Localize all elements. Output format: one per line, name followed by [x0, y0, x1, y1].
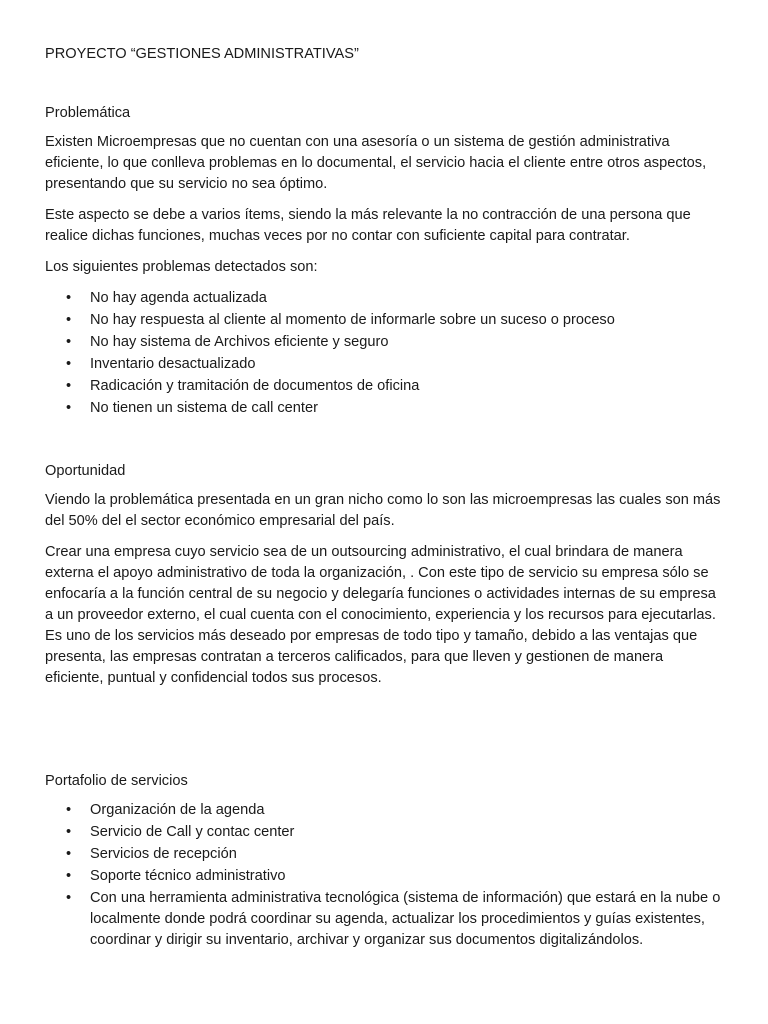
list-item-text: No hay agenda actualizada — [90, 290, 267, 306]
bullet-icon: • — [66, 334, 72, 350]
list-item-text: No tienen un sistema de call center — [90, 400, 318, 416]
section-problematica — [45, 103, 725, 419]
list-item — [45, 354, 725, 375]
bullet-icon: • — [66, 890, 72, 906]
list-item — [45, 844, 725, 865]
list-item — [45, 288, 725, 309]
list-item — [45, 310, 725, 331]
list-item — [45, 398, 725, 419]
list-item-text: Radicación y tramitación de documentos de oficina — [90, 378, 420, 394]
bullet-icon: • — [66, 824, 72, 840]
list-item-text: Soporte técnico administrativo — [90, 868, 286, 884]
list-item-text: No hay respuesta al cliente al momento de informarle sobre un suceso o proceso — [90, 312, 615, 328]
document-title: PROYECTO “GESTIONES ADMINISTRATIVAS” — [45, 46, 359, 62]
section-heading-problematica: Problemática — [45, 105, 131, 121]
list-item-text: Con una herramienta administrativa tecnológica (sistema de información) que estará en la nube o localmente donde podrá coordinar su agenda, actualizar los procedimientos y guías existentes, coordinar y dirigir su inventario, archivar y organizar sus documentos digitalizándolos. — [90, 890, 721, 948]
list-item-text: Inventario desactualizado — [90, 356, 256, 372]
list-item — [45, 376, 725, 397]
document-page — [45, 44, 725, 952]
list-item-text: No hay sistema de Archivos eficiente y seguro — [90, 334, 389, 350]
paragraph: Viendo la problemática presentada en un gran nicho como lo son las microempresas las cuales son más del 50% del el sector económico empresarial del país. — [45, 492, 721, 529]
list-item — [45, 866, 725, 887]
bullet-icon: • — [66, 312, 72, 328]
bullet-icon: • — [66, 846, 72, 862]
paragraph: Crear una empresa cuyo servicio sea de un outsourcing administrativo, el cual brindara de manera externa el apoyo administrativo de toda la organización, . Con este tipo de servicio su empresa sólo se enfocaría a la función central de su negocio y delegaría funciones o actividades internas de su empresa a un proveedor externo, el cual cuenta con el conocimiento, experiencia y los recursos para ejecutarlas. Es uno de los servicios más deseado por empresas de todo tipo y tamaño, debido a las ventajas que presenta, las empresas contratan a terceros calificados, para que lleven y gestionen de manera eficiente, puntual y confidencial todos sus procesos. — [45, 544, 716, 686]
paragraph: Los siguientes problemas detectados son: — [45, 259, 318, 275]
problems-list — [45, 288, 725, 419]
list-item-text: Organización de la agenda — [90, 802, 265, 818]
bullet-icon: • — [66, 802, 72, 818]
list-item — [45, 888, 725, 951]
section-oportunidad — [45, 461, 725, 689]
paragraph: Este aspecto se debe a varios ítems, siendo la más relevante la no contracción de una persona que realice dichas funciones, muchas veces por no contar con suficiente capital para contratar. — [45, 207, 691, 244]
bullet-icon: • — [66, 400, 72, 416]
paragraph: Existen Microempresas que no cuentan con una asesoría o un sistema de gestión administrativa eficiente, lo que conlleva problemas en lo documental, el servicio hacia el cliente entre otros aspectos, presentando que su servicio no sea óptimo. — [45, 134, 707, 192]
section-heading-portafolio: Portafolio de servicios — [45, 773, 188, 789]
list-item — [45, 822, 725, 843]
bullet-icon: • — [66, 356, 72, 372]
bullet-icon: • — [66, 868, 72, 884]
list-item-text: Servicios de recepción — [90, 846, 237, 862]
spacer — [45, 420, 725, 461]
section-portafolio — [45, 771, 725, 951]
bullet-icon: • — [66, 290, 72, 306]
section-heading-oportunidad: Oportunidad — [45, 463, 126, 479]
list-item-text: Servicio de Call y contac center — [90, 824, 295, 840]
bullet-icon: • — [66, 378, 72, 394]
services-list — [45, 800, 725, 951]
list-item — [45, 800, 725, 821]
spacer — [45, 699, 725, 771]
list-item — [45, 332, 725, 353]
